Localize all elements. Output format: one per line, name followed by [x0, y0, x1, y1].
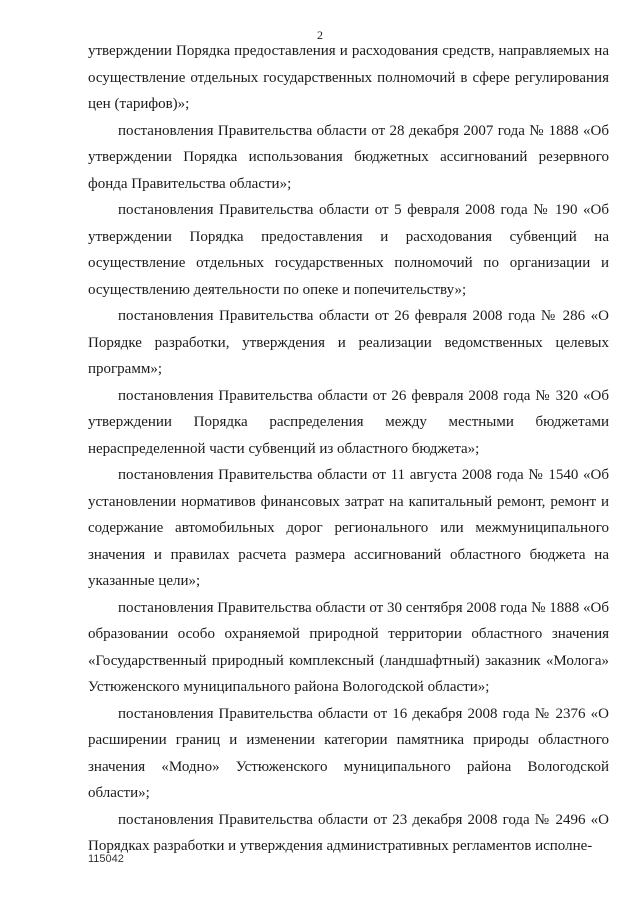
paragraph-resolution-286: постановления Правительства области от 26 февраля 2008 года № 286 «О Порядке разработки, утверждения и реализации ведомственных целевых программ»; [88, 308, 609, 377]
document-body [88, 38, 609, 860]
paragraph-resolution-190: постановления Правительства области от 5 февраля 2008 года № 190 «Об утверждении Порядка предоставления и расходования субвенций на осуществление отдельных государственных полномочий по организации и осуществлению деятельности по опеке и попечительству»; [88, 202, 609, 298]
paragraph-resolution-1540: постановления Правительства области от 11 августа 2008 года № 1540 «Об установлении нормативов финансовых затрат на капитальный ремонт, ремонт и содержание автомобильных дорог регионального или межмуниципального значения и правилах расчета размера ассигнований областного бюджета на указанные цели»; [88, 467, 609, 589]
document-code: 115042 [88, 853, 124, 865]
paragraph-continuation: утверждении Порядка предоставления и расходования средств, направляемых на осуществление отдельных государственных полномочий в сфере регулирования цен (тарифов)»; [88, 43, 609, 112]
paragraph-resolution-1888-2008: постановления Правительства области от 30 сентября 2008 года № 1888 «Об образовании особо охраняемой природной территории областного значения «Государственный природный комплексный (ландшафтный) заказник «Молога» Устюженского муниципального района Вологодской области»; [88, 599, 609, 695]
paragraph-resolution-2376: постановления Правительства области от 16 декабря 2008 года № 2376 «О расширении границ и изменении категории памятника природы областного значения «Модно» Устюженского муниципального района Вологодской области»; [88, 705, 609, 801]
paragraph-resolution-320: постановления Правительства области от 26 февраля 2008 года № 320 «Об утверждении Порядка распределения между местными бюджетами нераспределенной части субвенций из областного бюджета»; [88, 387, 609, 457]
paragraph-resolution-2496: постановления Правительства области от 23 декабря 2008 года № 2496 «О Порядках разработки и утверждения административных регламентов исполне- [88, 811, 609, 854]
page-number: 2 [317, 28, 323, 42]
paragraph-resolution-1888-2007: постановления Правительства области от 28 декабря 2007 года № 1888 «Об утверждении Порядка использования бюджетных ассигнований резервного фонда Правительства области»; [88, 122, 609, 192]
